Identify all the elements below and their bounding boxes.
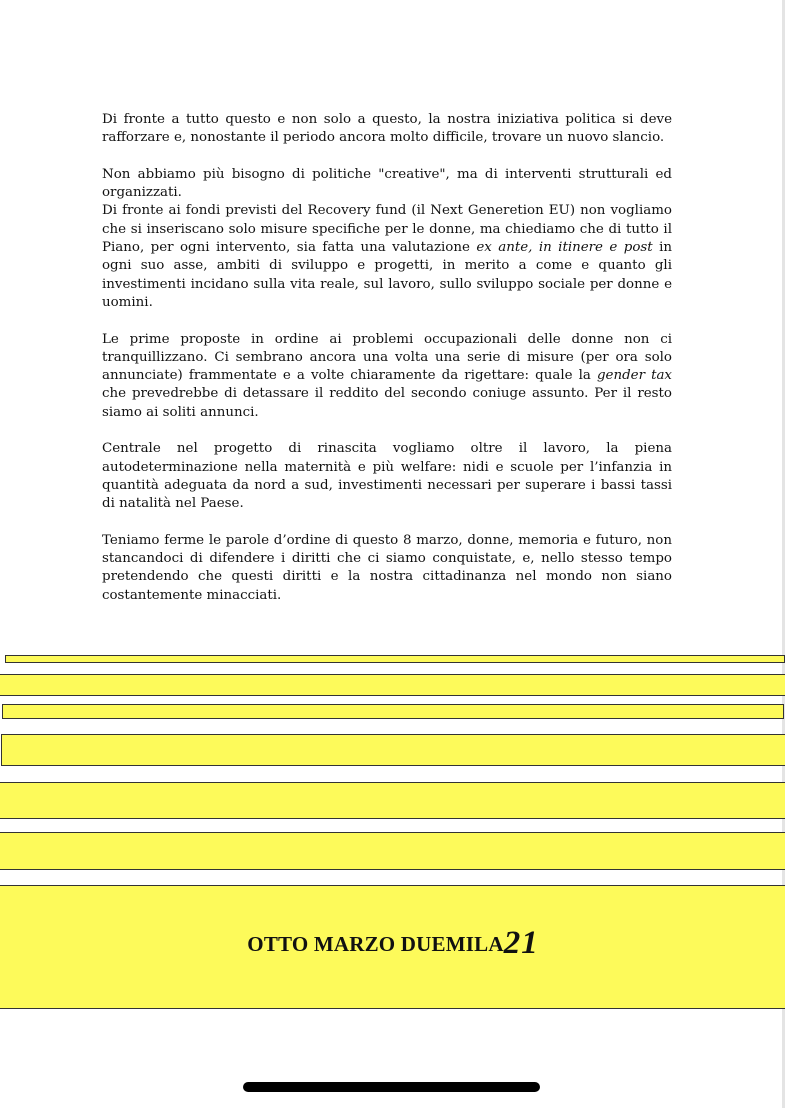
home-indicator[interactable] [243,1082,540,1092]
footer-title-text: OTTO MARZO DUEMILA [247,932,504,956]
decorative-band-6 [0,832,785,870]
paragraph-2: Non abbiamo più bisogno di politiche "creative", ma di interventi strutturali ed organizzati. [102,166,672,201]
decorative-band-2 [0,674,785,696]
paragraph-3 [102,202,672,312]
decorative-band-3 [2,704,784,719]
decorative-band-1 [5,655,785,663]
document-body [102,111,672,623]
paragraph-3-text-b: in ogni suo asse, ambiti di sviluppo e progetti, in merito a come e quanto gli investimenti incidano sulla vita reale, sul lavoro, sullo sviluppo sociale per donne e uomini. [102,240,672,310]
paragraph-6: Teniamo ferme le parole d’ordine di questo 8 marzo, donne, memoria e futuro, non stancandoci di difendere i diritti che ci siamo conquistate, e, nello stesso tempo pretendendo che questi diritti e la nostra cittadinanza nel mondo non siano costantemente minacciati. [102,532,672,603]
decorative-band-5 [0,782,785,819]
footer-banner [0,885,785,1009]
paragraph-5: Centrale nel progetto di rinascita vogliamo oltre il lavoro, la piena autodeterminazione nella maternità e più welfare: nidi e scuole per l’infanzia in quantità adeguata da nord a sud, investimenti necessari per superare i bassi tassi di natalità nel Paese. [102,441,672,512]
paragraph-4-text-b: che prevedrebbe di detassare il reddito del secondo coniuge assunto. Per il resto siamo ai soliti annunci. [102,386,672,420]
footer-title-number: 21 [503,925,539,961]
decorative-band-4 [1,734,785,766]
paragraph-1: Di fronte a tutto questo e non solo a questo, la nostra iniziativa politica si deve rafforzare e, nonostante il periodo ancora molto difficile, trovare un nuovo slancio. [102,112,672,146]
paragraph-3-text-a: Di fronte ai fondi previsti del Recovery fund (il Next Generetion EU) non vogliamo che si inseriscano solo misure specifiche per le donne, ma chiediamo che di tutto il Piano, per ogni intervento, sia fatta una valutazione [102,203,672,256]
paragraph-3-emphasis: ex ante, in itinere e post [476,240,653,256]
paragraph-4-emphasis: gender tax [596,368,672,384]
paragraph-4-text-a: Le prime proposte in ordine ai problemi occupazionali delle donne non ci tranquillizzano. Ci sembrano ancora una volta una serie di misure (per ora solo annunciate) frammentate e a volte chiaramente da rigettare: quale la [102,331,672,384]
footer-title [0,925,785,962]
paragraph-4 [102,331,672,422]
